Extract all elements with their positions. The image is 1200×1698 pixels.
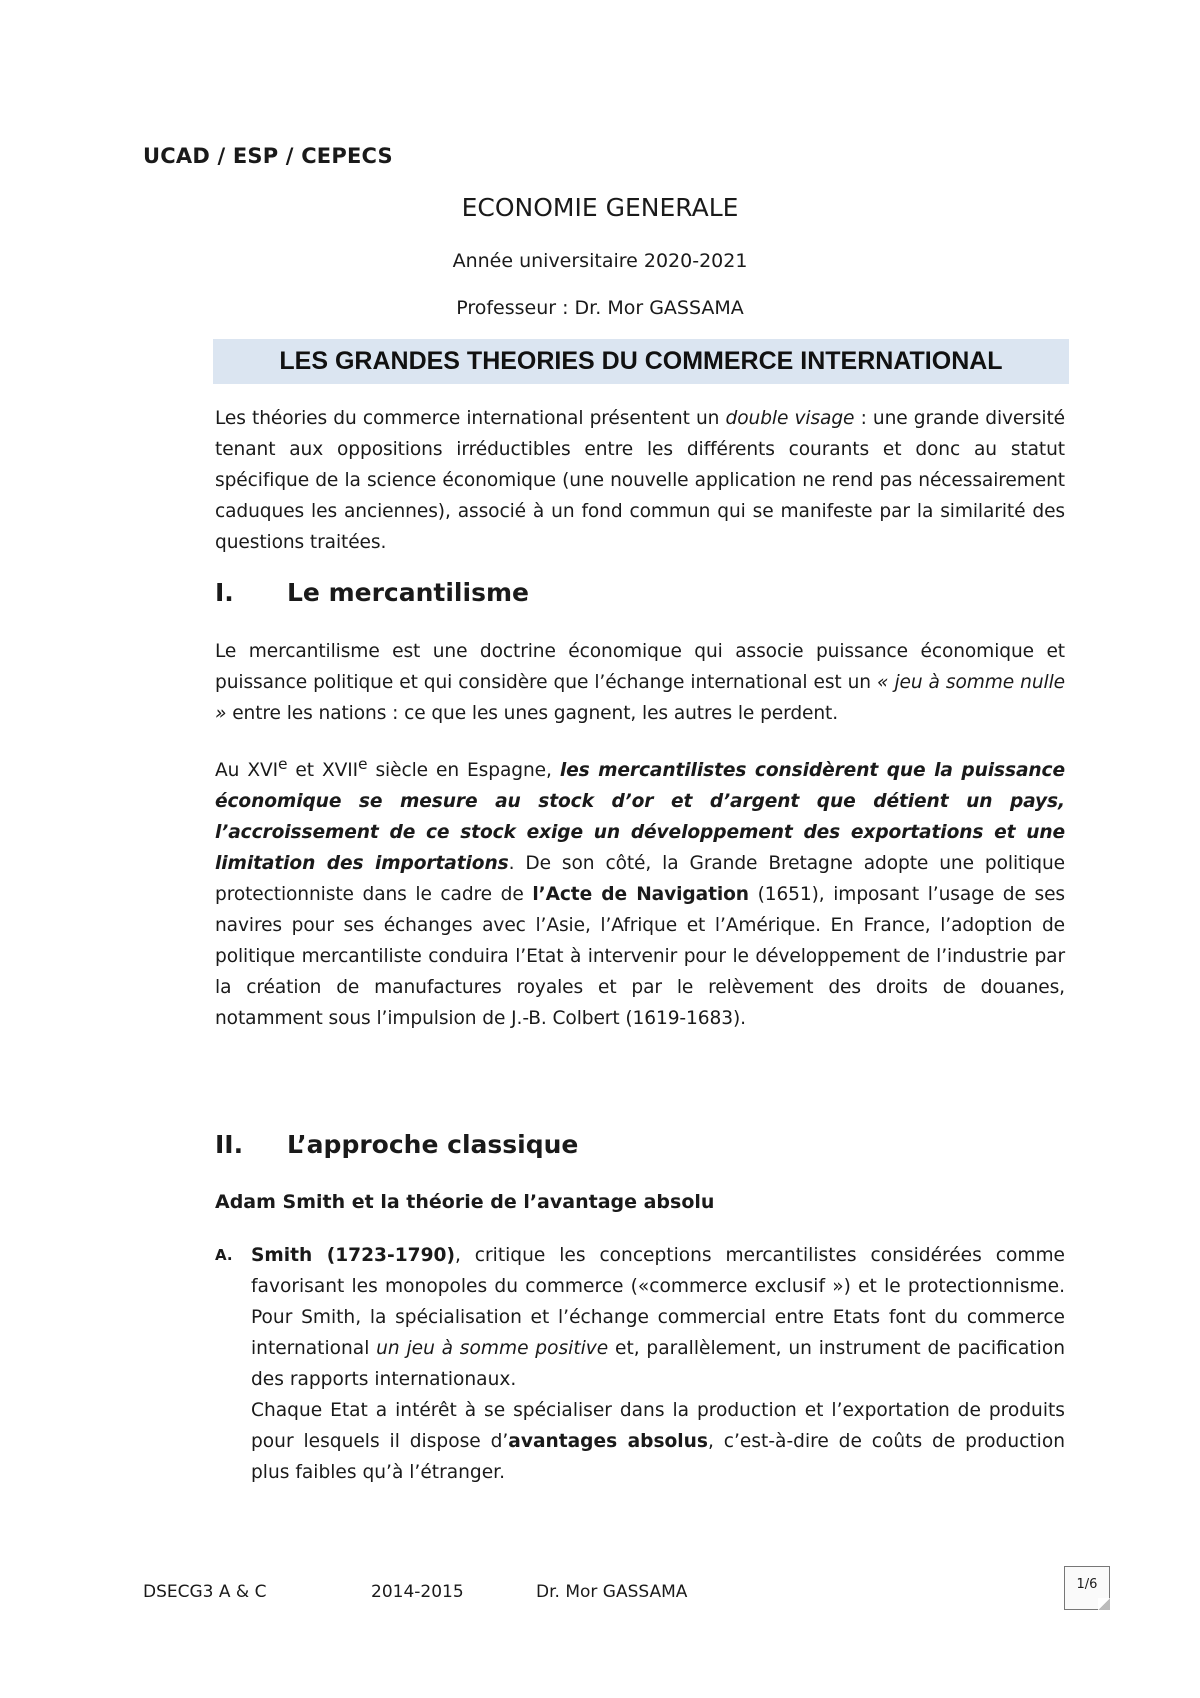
section-title: Le mercantilisme (287, 578, 529, 607)
professor-line: Professeur : Dr. Mor GASSAMA (456, 297, 744, 319)
academic-year: Année universitaire 2020-2021 (452, 250, 748, 272)
paragraph-text: (1651), imposant l’usage de ses navires pour ses échanges avec l’Asie, l’Afrique et l’Amérique. En France, l’adoption de politique mercantiliste conduira l’Etat à intervenir pour le développement de l’industrie par la création de manufactures royales et par le relèvement des droits de douanes, notamment sous l’impulsion de J.-B. Colbert (1619-1683). (215, 884, 1065, 1030)
course-title: ECONOMIE GENERALE (461, 193, 739, 222)
section-title: L’approche classique (287, 1130, 579, 1159)
intro-paragraph (215, 403, 1065, 558)
paragraph-text: , c’est-à-dire de coûts de production plus faibles qu’à l’étranger. (251, 1431, 1065, 1483)
footer-course: DSECG3 A & C (143, 1582, 267, 1602)
paragraph-bold: Smith (1723-1790) (251, 1245, 455, 1266)
paragraph-emphasis: un jeu à somme positive (376, 1338, 609, 1359)
subsection-heading: Adam Smith et la théorie de l’avantage absolu (215, 1191, 715, 1213)
paragraph-text: et, parallèlement, un instrument de pacification des rapports internationaux. (251, 1338, 1066, 1390)
intro-text-2: : une grande diversité tenant aux oppositions irréductibles entre les différents courants et donc au statut spécifique de la science économique (une nouvelle application ne rend pas nécessairement caduques les anciennes), associé à un fond commun qui se manifeste par la similarité des questions traitées. (215, 408, 1065, 553)
intro-text-1: Les théories du commerce international présentent un (215, 408, 726, 429)
paragraph-bold: avantages absolus (508, 1431, 708, 1452)
section-heading-mercantilisme (215, 578, 529, 607)
list-item-a (215, 1240, 1065, 1488)
mercantilisme-paragraph-2 (215, 749, 1065, 1034)
list-paragraph-2 (251, 1395, 1065, 1488)
page-number-box (1064, 1566, 1110, 1610)
paragraph-bold: l’Acte de Navigation (532, 884, 749, 906)
mercantilisme-paragraph-1 (215, 636, 1065, 729)
paragraph-text: , critique les conceptions mercantilistes considérées comme favorisant les monopoles du commerce («commerce exclusif ») et le protectionnisme. Pour Smith, la spécialisation et l’échange commercial entre Etats font du commerce international (251, 1245, 1065, 1359)
section-number: II. (215, 1130, 244, 1159)
paragraph-emphasis: « jeu à somme nulle » (215, 672, 1065, 724)
page-number: 1/6 (1076, 1577, 1098, 1592)
paragraph-text: entre les nations : ce que les unes gagnent, les autres le perdent. (226, 703, 839, 724)
list-paragraph-1 (251, 1240, 1065, 1395)
paragraph-text: Au XVI (215, 760, 278, 782)
document-title: LES GRANDES THEORIES DU COMMERCE INTERNATIONAL (279, 347, 1003, 375)
footer-author: Dr. Mor GASSAMA (536, 1582, 688, 1602)
intro-emphasis: double visage (725, 408, 855, 429)
paragraph-text: et XVII (287, 760, 358, 782)
footer-years: 2014-2015 (371, 1582, 464, 1602)
section-number: I. (215, 578, 234, 607)
paragraph-text: Le mercantilisme est une doctrine économique qui associe puissance économique et puissance politique et qui considère que l’échange international est un (215, 641, 1065, 693)
list-marker: A. (215, 1246, 233, 1264)
paragraph-text: siècle en Espagne, (367, 760, 560, 782)
paragraph-bold-italic: les mercantilistes considèrent que la puissance économique se mesure au stock d’or et d’argent que détient un pays, l’accroissement de ce stock exige un développement des exportations et une limitation des importations (215, 760, 1065, 875)
superscript: e (358, 755, 368, 773)
section-heading-approche-classique (215, 1130, 578, 1159)
title-banner (213, 339, 1069, 384)
paragraph-text: . De son côté, la Grande Bretagne adopte une politique protectionniste dans le cadre de (215, 853, 1065, 906)
list-item-body (251, 1240, 1065, 1488)
paragraph-text: Chaque Etat a intérêt à se spécialiser dans la production et l’exportation de produits pour lesquels il dispose d’ (251, 1400, 1065, 1452)
institution-header: UCAD / ESP / CEPECS (143, 144, 393, 168)
superscript: e (277, 755, 288, 773)
